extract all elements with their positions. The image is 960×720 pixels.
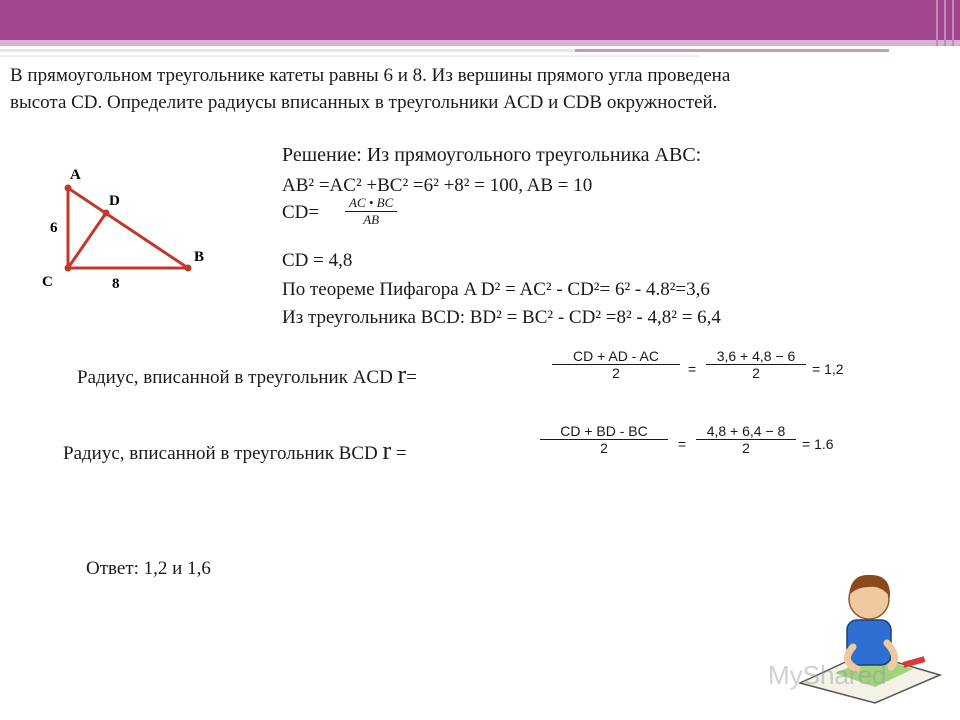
radius-acd-values-numerator: 3,6 + 4,8 − 6 [716,348,796,364]
label-side-8: 8 [112,276,120,292]
header-bar [0,0,960,40]
header-rule-gray [0,49,575,52]
radius-acd-values-denominator: 2 [752,365,760,381]
radius-acd-formula [552,348,680,381]
radius-acd-values [706,348,806,381]
vertex-c-dot [65,265,72,272]
radius-acd-formula-numerator: CD + AD - AC [573,348,659,364]
radius-bcd-formula [540,423,668,456]
header-shadow [0,40,960,46]
label-b: B [194,249,205,265]
problem-line-1: В прямоугольном треугольнике катеты равны 6 и 8. Из вершины прямого угла проведена [10,65,731,86]
radius-acd-formula-denominator: 2 [612,365,620,381]
cd-fraction-numerator: AC • BC [349,195,394,210]
watermark-text: MyShared [768,660,887,690]
radius-bcd-label: Радиус, вписанной в треугольник BCD [63,443,383,464]
triangle-figure [30,160,240,300]
radius-bcd-formula-denominator: 2 [600,440,608,456]
problem-statement [10,62,935,116]
cd-fraction-denominator: AB [363,212,380,227]
cd-formula-fraction [345,195,397,228]
solution-pythagoras-ad: По теореме Пифагора A D² = AC² - CD²= 6² - 4.8²=3,6 [282,279,710,300]
solution-cd-value: CD = 4,8 [282,250,353,271]
header-stripes [930,0,960,46]
radius-bcd-line [63,436,407,466]
radius-bcd-equals: = [391,443,407,464]
radius-bcd-values-numerator: 4,8 + 6,4 − 8 [706,423,786,439]
vertex-a-dot [65,185,72,192]
vertex-d-dot [103,210,110,217]
problem-line-2: высота CD. Определите радиусы вписанных в треугольники ACD и CDB окружностей. [10,92,718,113]
solution-heading: Решение: Из прямоугольного треугольника ABC: [282,144,702,166]
altitude-cd [68,213,106,268]
side-ab [68,188,188,268]
header-rule-purple [575,49,889,52]
radius-bcd-formula-numerator: CD + BD - BC [560,423,648,439]
radius-acd-r: r [397,360,407,389]
header-rule-light [0,55,700,57]
radius-bcd-values [696,423,796,456]
radius-acd-equals: = [406,367,417,388]
label-side-6: 6 [50,220,58,236]
radius-acd-result: = 1,2 [812,361,844,377]
radius-bcd-values-denominator: 2 [742,440,750,456]
solution-ab-line: AB² =AC² +BC² =6² +8² = 100, AB = 10 [282,175,593,196]
solution-cd-prefix: CD= [282,202,320,223]
radius-bcd-result: = 1.6 [802,436,834,452]
radius-acd-eq2: = [688,361,697,377]
radius-bcd-r: r [382,436,392,465]
label-c: C [42,274,53,290]
answer-text: Ответ: 1,2 и 1,6 [86,558,211,579]
vertex-b-dot [185,265,192,272]
label-d: D [109,193,120,209]
radius-acd-line [77,360,417,390]
radius-bcd-eq2: = [678,436,687,452]
solution-bd-line: Из треугольника BCD: BD² = BC² - CD² =8² - 4,8² = 6,4 [282,307,721,328]
label-a: A [70,167,81,183]
radius-acd-label: Радиус, вписанной в треугольник ACD [77,367,398,388]
